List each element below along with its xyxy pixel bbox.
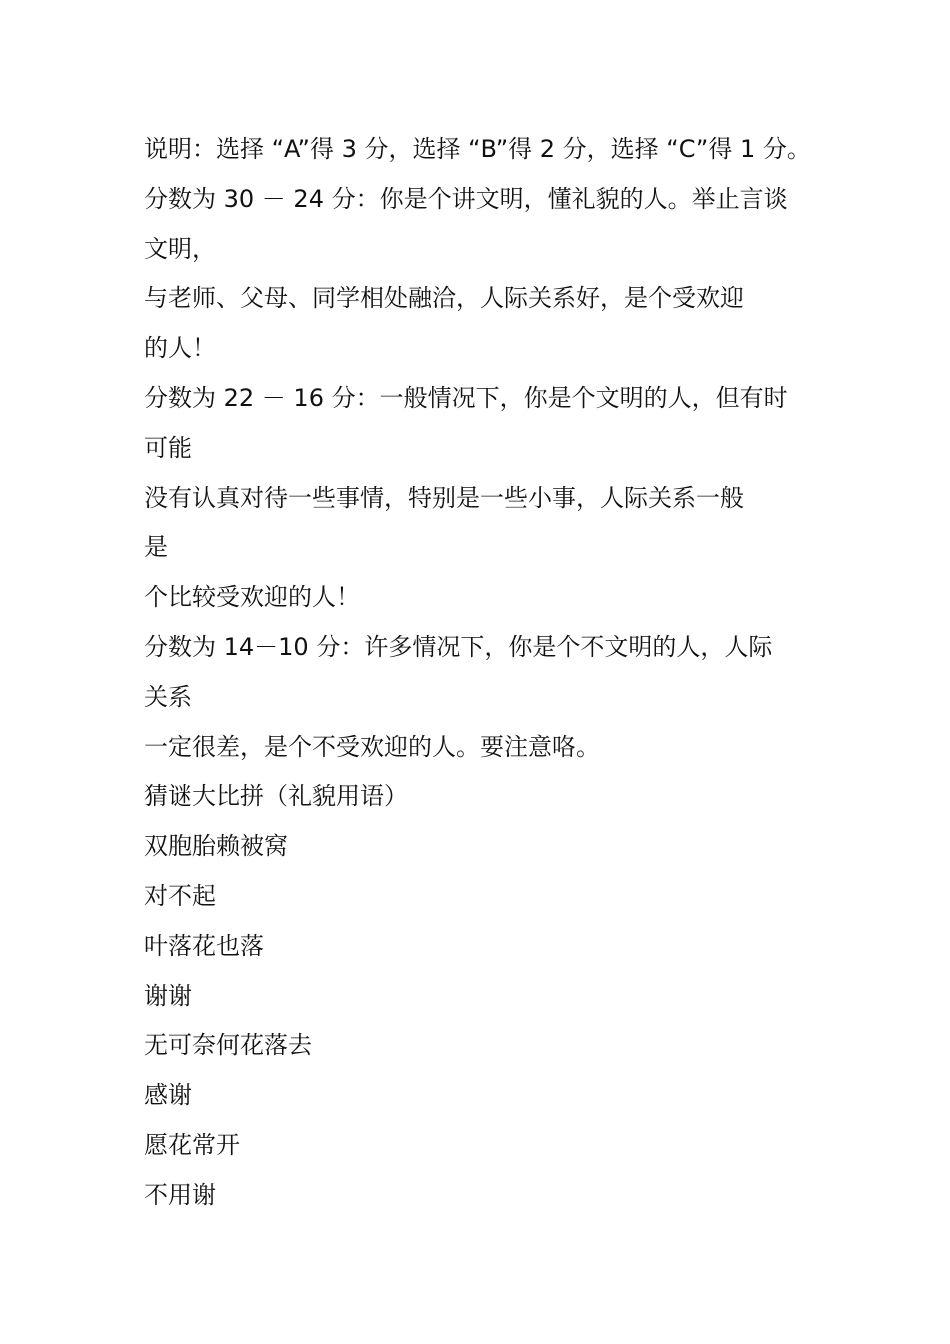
riddle-2-answer: 谢谢 xyxy=(144,981,192,1010)
score-range-high: 分数为 30 － 24 分：你是个讲文明，懂礼貌的人。举止言谈 xyxy=(144,184,788,213)
riddle-1-question: 双胞胎赖被窝 xyxy=(144,832,288,861)
score-range-low-cont-1: 关系 xyxy=(144,682,192,711)
score-range-high-cont-3: 的人！ xyxy=(144,334,216,363)
riddle-section-heading: 猜谜大比拼（礼貌用语） xyxy=(144,782,408,811)
scoring-instructions: 说明：选择 “A”得 3 分，选择 “B”得 2 分，选择 “C”得 1 分。 xyxy=(144,135,811,163)
score-range-mid-cont-4: 个比较受欢迎的人！ xyxy=(144,583,360,612)
score-range-low-cont-2: 一定很差，是个不受欢迎的人。要注意咯。 xyxy=(144,732,600,761)
score-range-high-cont-1: 文明， xyxy=(144,234,216,263)
score-range-high-cont-2: 与老师、父母、同学相处融洽，人际关系好，是个受欢迎 xyxy=(144,284,744,313)
score-range-low: 分数为 14－10 分：许多情况下，你是个不文明的人，人际 xyxy=(144,632,773,661)
riddle-1-answer: 对不起 xyxy=(144,881,216,910)
riddle-4-answer: 不用谢 xyxy=(144,1180,216,1209)
riddle-4-question: 愿花常开 xyxy=(144,1130,240,1159)
document-body xyxy=(144,125,814,1221)
score-range-mid: 分数为 22 － 16 分：一般情况下，你是个文明的人，但有时 xyxy=(144,383,788,412)
riddle-2-question: 叶落花也落 xyxy=(144,931,264,960)
riddle-3-question: 无可奈何花落去 xyxy=(144,1031,312,1060)
score-range-mid-cont-3: 是 xyxy=(144,533,168,562)
score-range-mid-cont-1: 可能 xyxy=(144,433,192,462)
riddle-3-answer: 感谢 xyxy=(144,1081,192,1110)
score-range-mid-cont-2: 没有认真对待一些事情，特别是一些小事，人际关系一般 xyxy=(144,483,744,512)
